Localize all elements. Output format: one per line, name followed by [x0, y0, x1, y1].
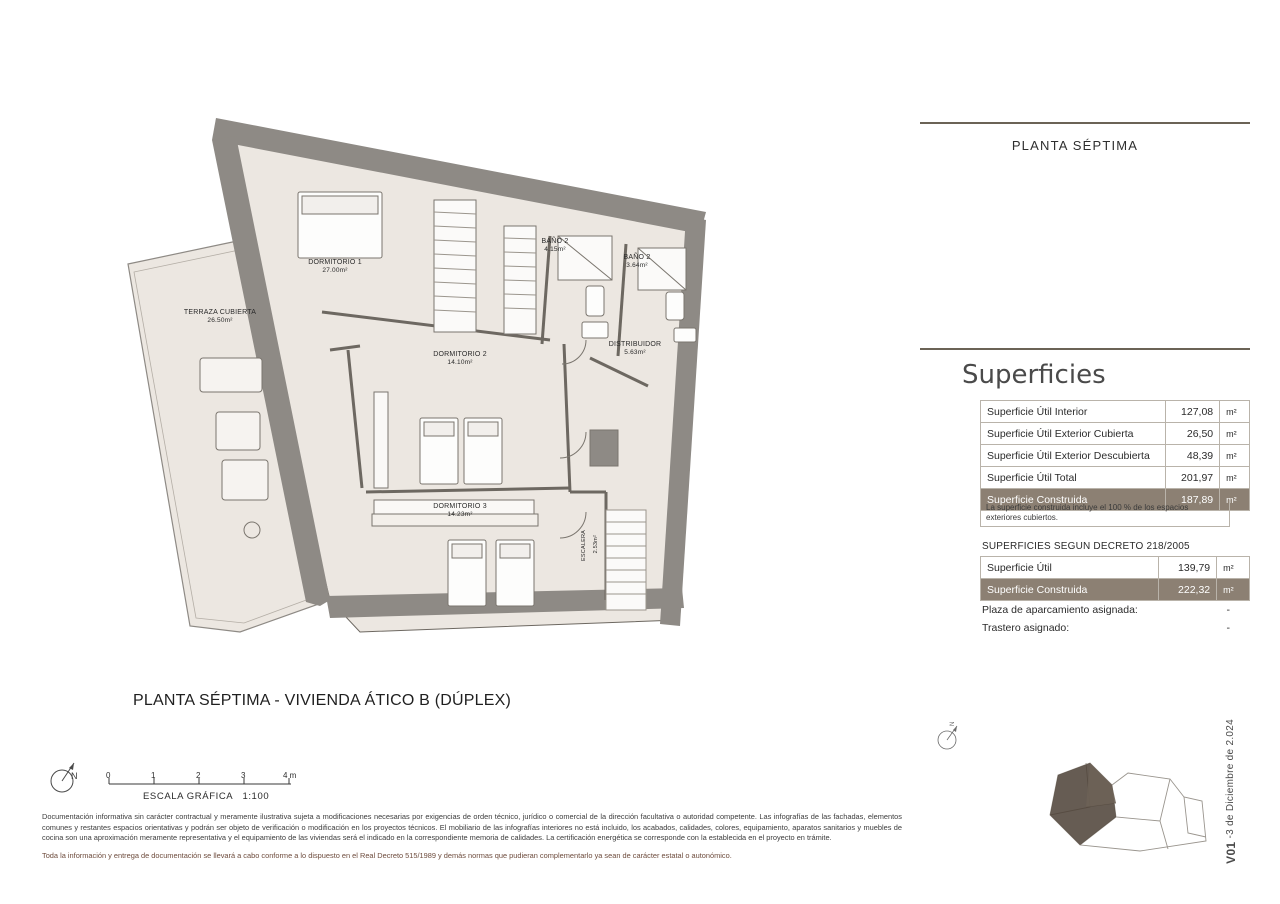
scale-tick-2: 2: [196, 771, 201, 780]
room-area: 14.23m²: [447, 511, 473, 519]
room-label-dormitorio-1: [280, 258, 390, 276]
row-unit: m²: [1220, 423, 1250, 445]
room-area: 26.50m²: [207, 317, 233, 325]
row-label: Superficie Útil Exterior Descubierta: [981, 445, 1166, 467]
row-unit: m²: [1217, 579, 1250, 601]
surfaces-note: La superficie construida incluye el 100 % de los espacios exteriores cubiertos.: [980, 500, 1230, 527]
assignment-value: -: [1226, 622, 1230, 634]
version-date-label: [1224, 719, 1238, 864]
row-label: Superficie Útil Total: [981, 467, 1166, 489]
room-label-dormitorio-3: [410, 502, 510, 520]
room-label-bano-2: [520, 237, 590, 255]
room-area-escalera: 2.53m²: [593, 535, 599, 554]
floor-plan-drawing: [30, 40, 730, 680]
row-value: 201,97: [1166, 467, 1220, 489]
room-label-distribuidor: [590, 340, 680, 358]
room-label-escalera: ESCALERA: [581, 530, 587, 561]
version-date: -3 de Diciembre de 2.024: [1225, 719, 1236, 839]
scale-tick-0: 0: [106, 771, 111, 780]
svg-text:N: N: [71, 771, 78, 781]
room-name: TERRAZA CUBIERTA: [183, 309, 257, 316]
row-label: Superficie Construida: [981, 579, 1159, 601]
decreto-heading: SUPERFICIES SEGUN DECRETO 218/2005: [982, 541, 1190, 552]
room-area: 3.64m²: [626, 262, 648, 270]
assignment-value: -: [1226, 604, 1230, 616]
scale-tick-1: 1: [151, 771, 156, 780]
page-title: PLANTA SÉPTIMA - VIVIENDA ÁTICO B (DÚPLEX): [133, 692, 511, 709]
north-arrow-icon: [48, 757, 82, 802]
room-area: 4.15m²: [544, 246, 566, 254]
row-value: 26,50: [1166, 423, 1220, 445]
room-name: DORMITORIO 2: [433, 351, 487, 358]
decreto-table: [980, 556, 1250, 601]
legal-disclaimer: [42, 812, 902, 864]
table-row: [981, 401, 1250, 423]
scale-tick-3: 3: [241, 771, 246, 780]
table-row: [981, 467, 1250, 489]
svg-text:N: N: [950, 721, 956, 726]
row-label: Superficie Útil Interior: [981, 401, 1166, 423]
north-arrow-small-icon: [935, 718, 965, 757]
room-label-dormitorio-2: [410, 350, 510, 368]
row-value: 139,79: [1159, 557, 1217, 579]
assignment-storage: [982, 622, 1230, 634]
divider-top: [920, 122, 1250, 124]
row-value: 187,89: [1166, 489, 1220, 511]
row-value: 222,32: [1159, 579, 1217, 601]
room-label-bano-3: [602, 253, 672, 271]
legal-paragraph-1: Documentación informativa sin carácter contractual y meramente ilustrativa sujeta a modificaciones necesarias por exigencias de orden técnico, jurídico o comercial de la dirección facultativa o autoridad competente. Las infografías de las fachadas, elementos comunes y restantes espacios orientativas y podrán ser objeto de verificación o modificación en los proyectos técnicos. El mobiliario de las infografías interiores no está incluido, los acabados, calidades, colores, equipamiento, aparatos sanitarios y muebles de cocina son una aproximación meramente representativa y el equipamiento de las viviendas será el indicado en la correspondiente memoria de calidades. La certificación energética se corresponde con la establecida en el proyecto en trámite.: [42, 812, 902, 843]
assignment-label: Trastero asignado:: [982, 622, 1070, 634]
info-panel: [920, 0, 1250, 904]
surfaces-table: [980, 400, 1250, 511]
scale-tick-4: 4 m: [283, 771, 297, 780]
row-label: Superficie Útil: [981, 557, 1159, 579]
row-unit: m²: [1220, 445, 1250, 467]
version-number: V01: [1224, 841, 1238, 864]
scale-label: [143, 791, 269, 802]
table-row: [981, 557, 1250, 579]
row-unit: m²: [1220, 401, 1250, 423]
floor-plan-svg: [30, 40, 730, 680]
room-area: 27.00m²: [322, 267, 348, 275]
assignment-parking: [982, 604, 1230, 616]
planta-title: PLANTA SÉPTIMA: [1011, 138, 1139, 153]
row-label: Superficie Útil Exterior Cubierta: [981, 423, 1166, 445]
surfaces-heading: Superficies: [962, 360, 1106, 390]
room-label-terraza-cubierta: [165, 308, 275, 326]
row-value: 127,08: [1166, 401, 1220, 423]
room-name: BAÑO 2: [541, 238, 569, 245]
room-name: DISTRIBUIDOR: [608, 341, 662, 348]
divider-mid: [920, 348, 1250, 350]
room-name: BAÑO 2: [623, 254, 651, 261]
table-row: [981, 423, 1250, 445]
legal-paragraph-2: Toda la información y entrega de documentación se llevará a cabo conforme a lo dispuesto en el Real Decreto 515/1989 y demás normas que pudieran complementarlo ya sean de carácter estatal o autonómico.: [42, 851, 732, 861]
row-unit: m²: [1217, 557, 1250, 579]
scale-ratio-text: 1:100: [242, 791, 270, 802]
scale-label-text: ESCALA GRÁFICA: [143, 791, 233, 802]
room-name: DORMITORIO 3: [433, 503, 487, 510]
table-row-highlight: [981, 579, 1250, 601]
row-unit: m²: [1220, 489, 1250, 511]
row-value: 48,39: [1166, 445, 1220, 467]
room-area: 14.10m²: [447, 359, 473, 367]
key-plan-diagram: [1020, 745, 1230, 865]
row-label: Superficie Construida: [981, 489, 1166, 511]
assignment-label: Plaza de aparcamiento asignada:: [982, 604, 1138, 616]
room-name: DORMITORIO 1: [308, 259, 362, 266]
table-row: [981, 445, 1250, 467]
room-area: 5.63m²: [624, 349, 646, 357]
row-unit: m²: [1220, 467, 1250, 489]
